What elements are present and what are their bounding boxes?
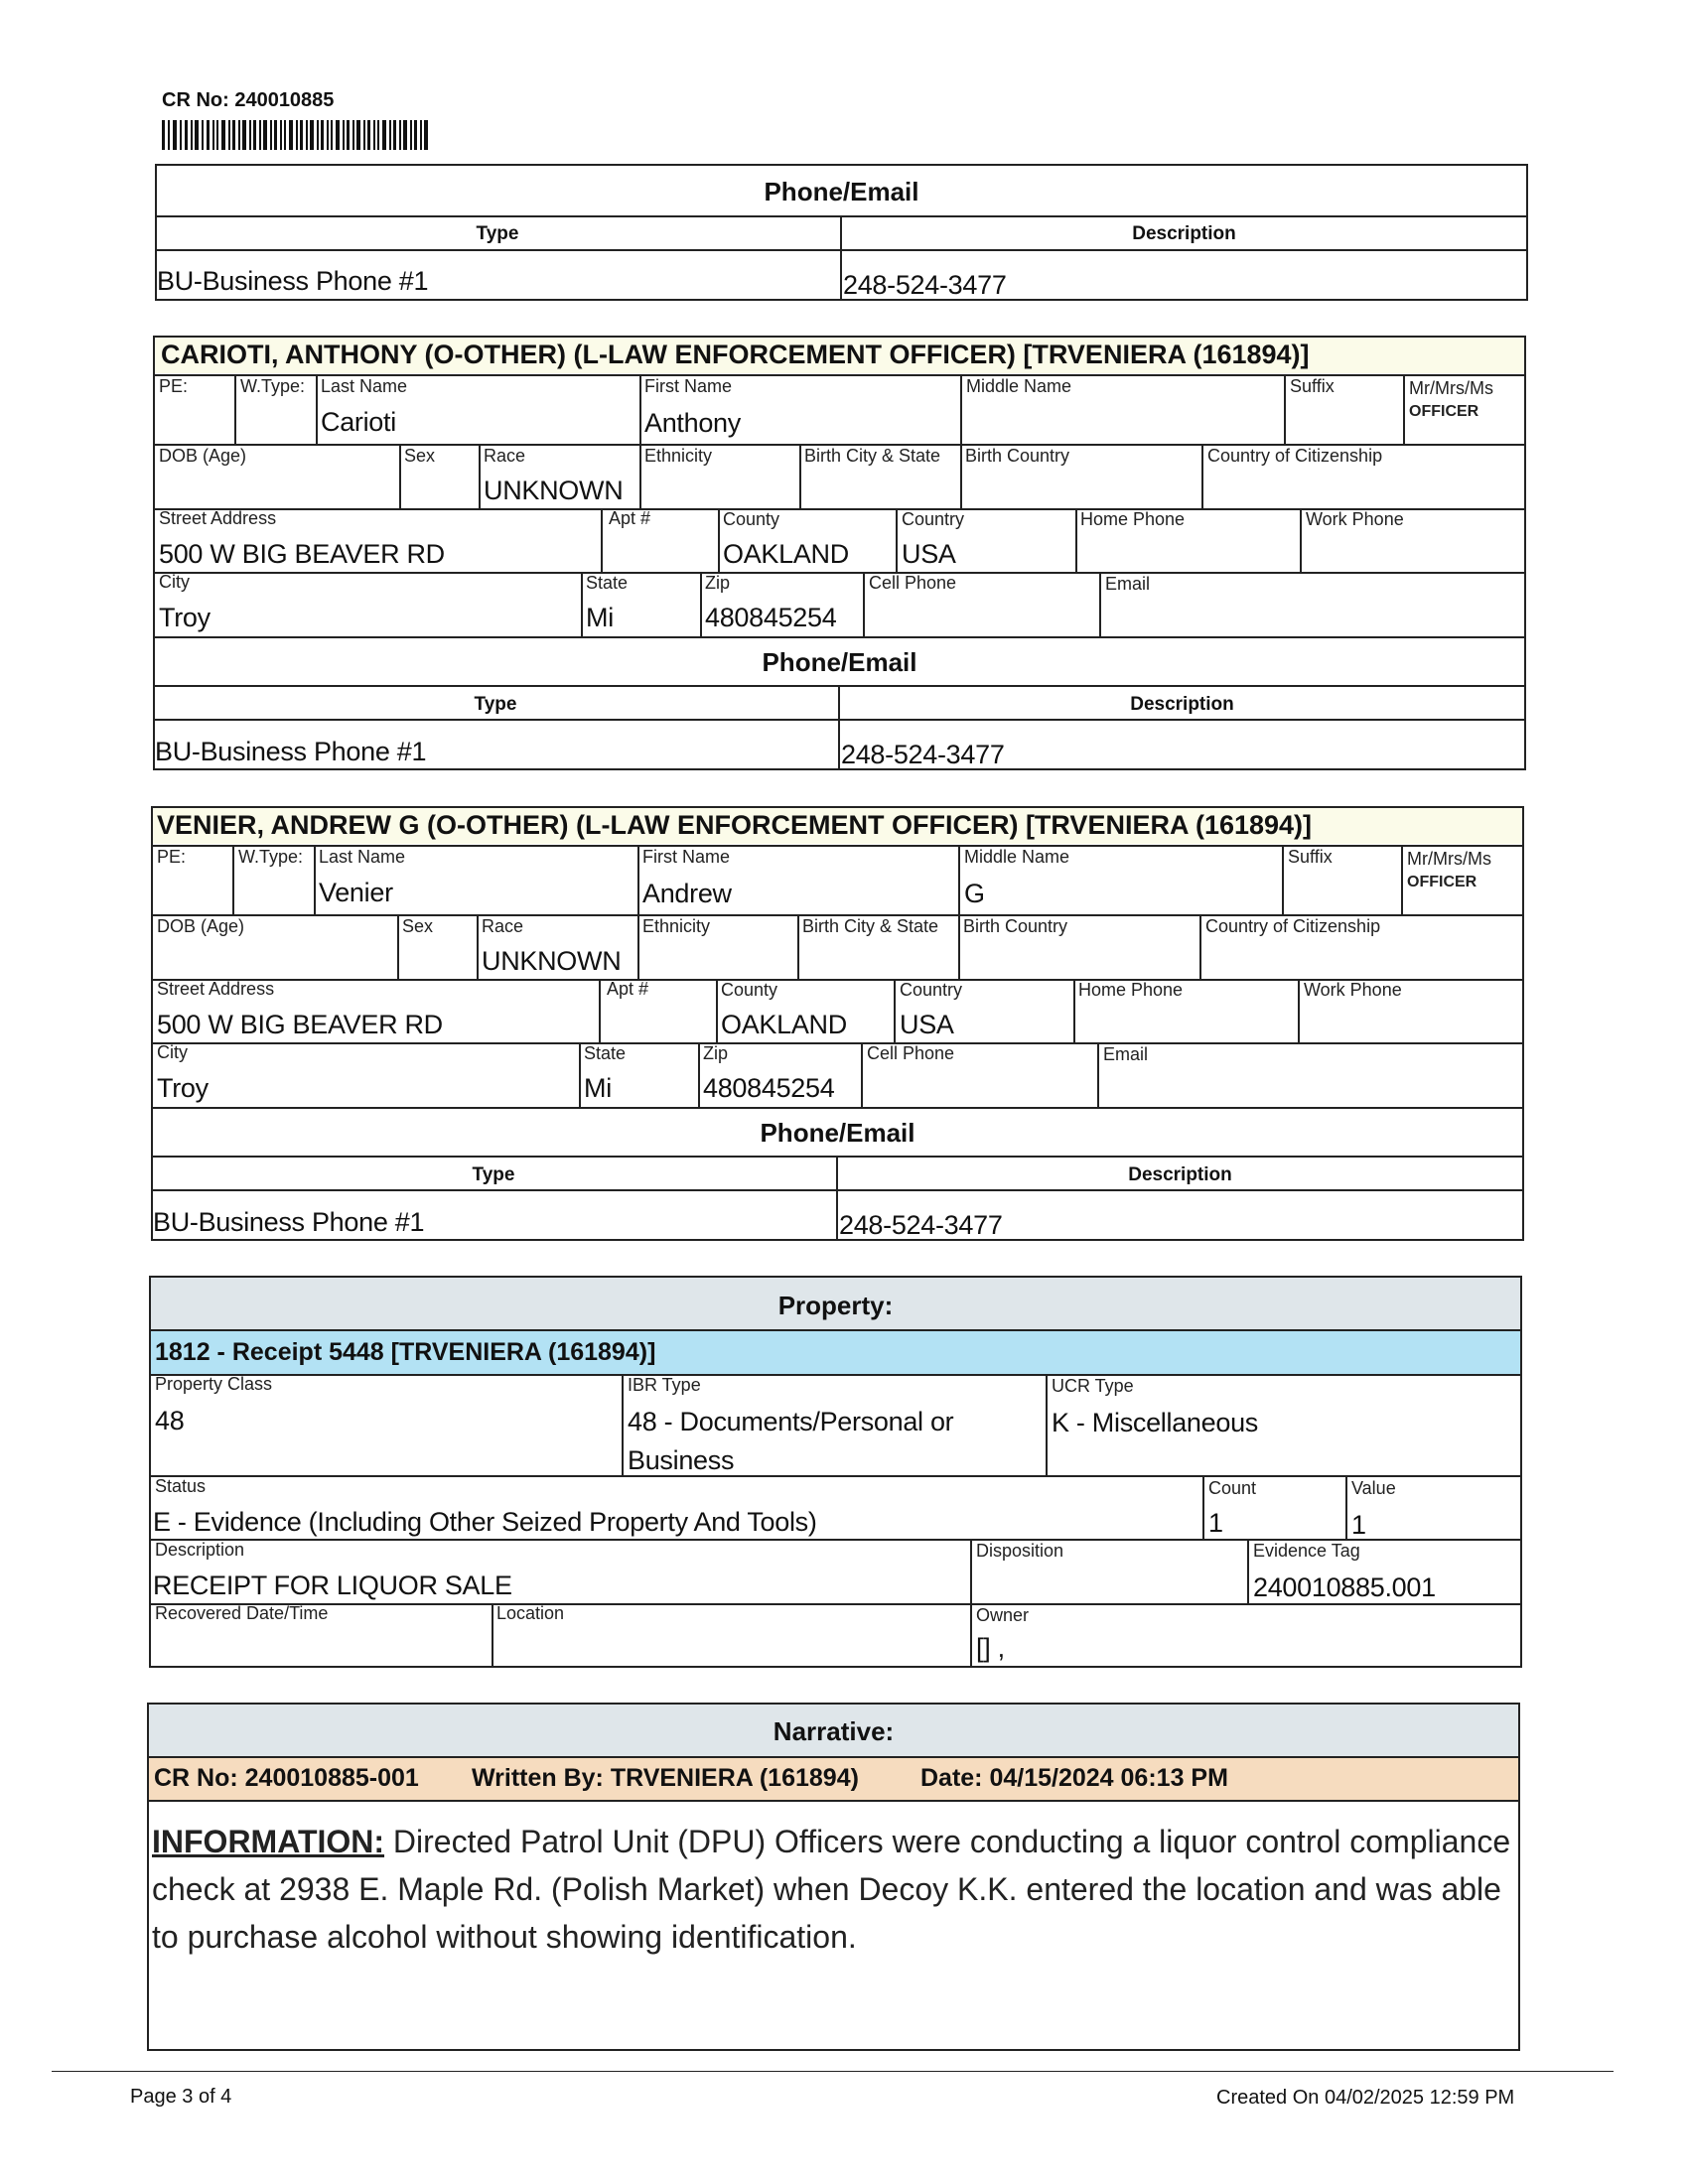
status-value: E - Evidence (Including Other Seized Property And Tools) <box>153 1507 817 1537</box>
middle-name-value: G <box>964 879 985 908</box>
disposition-label: Disposition <box>976 1541 1064 1561</box>
first-name-value: Anthony <box>644 408 741 438</box>
evidence-tag-value: 240010885.001 <box>1253 1572 1436 1602</box>
property-item-heading: 1812 - Receipt 5448 [TRVENIERA (161894)] <box>155 1338 656 1366</box>
last-name-label: Last Name <box>321 376 408 396</box>
street-label: Street Address <box>157 979 275 999</box>
zip-value: 480845254 <box>705 603 837 632</box>
recovered-date-label: Recovered Date/Time <box>155 1603 329 1623</box>
country-value: USA <box>902 539 956 569</box>
narrative-title: Narrative: <box>773 1716 895 1746</box>
ethnicity-label: Ethnicity <box>644 446 713 466</box>
suffix-label: Suffix <box>1288 847 1333 867</box>
first-name-value: Andrew <box>642 879 732 908</box>
email-label: Email <box>1103 1044 1149 1064</box>
narrative-date: Date: 04/15/2024 06:13 PM <box>920 1764 1228 1792</box>
apt-label: Apt # <box>609 508 651 528</box>
city-label: City <box>157 1042 188 1062</box>
phone-description: 248-524-3477 <box>839 1210 1003 1240</box>
country-value: USA <box>900 1010 954 1039</box>
narrative-body <box>152 1818 1512 1961</box>
dob-label: DOB (Age) <box>157 916 245 936</box>
sex-label: Sex <box>402 916 434 936</box>
property-title: Property: <box>777 1291 894 1320</box>
barcode <box>162 120 428 150</box>
pe-label: PE: <box>157 847 187 867</box>
cell-phone-label: Cell Phone <box>867 1043 955 1063</box>
cell-phone-label: Cell Phone <box>869 573 957 593</box>
street-label: Street Address <box>159 508 277 528</box>
city-label: City <box>159 572 190 592</box>
state-value: Mi <box>584 1073 612 1103</box>
county-value: OAKLAND <box>723 539 849 569</box>
state-label: State <box>586 573 629 593</box>
property-class-label: Property Class <box>155 1374 273 1394</box>
last-name-label: Last Name <box>319 847 406 867</box>
title-label: Mr/Mrs/Ms <box>1407 849 1491 869</box>
work-phone-label: Work Phone <box>1306 509 1404 529</box>
ibr-type-label: IBR Type <box>628 1375 701 1395</box>
wtype-label: W.Type: <box>238 847 304 867</box>
first-name-label: First Name <box>642 847 731 867</box>
phone-email-title: Phone/Email <box>762 647 917 677</box>
state-label: State <box>584 1043 627 1063</box>
property-class-value: 48 <box>155 1406 185 1435</box>
narrative-text: Directed Patrol Unit (DPU) Officers were conducting a liquor control compliance check at 2938 E. Maple Rd. (Polish Market) when Decoy K.K. entered the location and was able to purchase alcohol without showing identification. <box>152 1824 1511 1955</box>
ibr-type-value: 48 - Documents/Personal or <box>628 1407 954 1436</box>
city-value: Troy <box>159 603 211 632</box>
narrative-lead: INFORMATION: <box>152 1824 385 1859</box>
description-column-header: Description <box>1128 1164 1232 1185</box>
birth-country-label: Birth Country <box>963 916 1068 936</box>
county-value: OAKLAND <box>721 1010 847 1039</box>
pe-label: PE: <box>159 376 189 396</box>
middle-name-label: Middle Name <box>964 847 1070 867</box>
created-timestamp: Created On 04/02/2025 12:59 PM <box>1216 2087 1515 2109</box>
person-heading: VENIER, ANDREW G (O-OTHER) (L-LAW ENFORCEMENT OFFICER) [TRVENIERA (161894)] <box>157 810 1313 840</box>
title-value: OFFICER <box>1409 403 1479 420</box>
person-heading: CARIOTI, ANTHONY (O-OTHER) (L-LAW ENFORCEMENT OFFICER) [TRVENIERA (161894)] <box>161 340 1310 369</box>
type-column-header: Type <box>472 1164 515 1185</box>
phone-type: BU-Business Phone #1 <box>153 1207 425 1237</box>
count-label: Count <box>1208 1478 1257 1498</box>
title-label: Mr/Mrs/Ms <box>1409 378 1493 398</box>
narrative-author: Written By: TRVENIERA (161894) <box>472 1764 859 1792</box>
ucr-type-label: UCR Type <box>1052 1376 1134 1396</box>
street-value: 500 W BIG BEAVER RD <box>157 1010 443 1039</box>
city-value: Troy <box>157 1073 209 1103</box>
zip-value: 480845254 <box>703 1073 835 1103</box>
country-label: Country <box>900 980 963 1000</box>
citizenship-label: Country of Citizenship <box>1205 916 1381 936</box>
title-value: OFFICER <box>1407 874 1477 890</box>
phone-type: BU-Business Phone #1 <box>157 266 429 296</box>
race-label: Race <box>484 446 526 466</box>
last-name-value: Venier <box>319 878 393 907</box>
home-phone-label: Home Phone <box>1078 980 1184 1000</box>
street-value: 500 W BIG BEAVER RD <box>159 539 445 569</box>
race-label: Race <box>482 916 524 936</box>
owner-value: [] , <box>976 1633 1005 1663</box>
state-value: Mi <box>586 603 614 632</box>
county-label: County <box>723 509 780 529</box>
sex-label: Sex <box>404 446 436 466</box>
wtype-label: W.Type: <box>240 376 306 396</box>
first-name-label: First Name <box>644 376 733 396</box>
last-name-value: Carioti <box>321 407 396 437</box>
status-label: Status <box>155 1476 207 1496</box>
apt-label: Apt # <box>607 979 649 999</box>
phone-email-title: Phone/Email <box>760 1118 915 1148</box>
race-value: UNKNOWN <box>482 946 622 976</box>
evidence-tag-label: Evidence Tag <box>1253 1541 1360 1561</box>
type-column-header: Type <box>476 223 519 244</box>
owner-label: Owner <box>976 1605 1030 1625</box>
location-label: Location <box>496 1603 565 1623</box>
birth-city-label: Birth City & State <box>802 916 939 936</box>
zip-label: Zip <box>703 1043 729 1063</box>
ethnicity-label: Ethnicity <box>642 916 711 936</box>
county-label: County <box>721 980 778 1000</box>
phone-type: BU-Business Phone #1 <box>155 737 427 766</box>
phone-email-title: Phone/Email <box>764 177 919 206</box>
suffix-label: Suffix <box>1290 376 1335 396</box>
dob-label: DOB (Age) <box>159 446 247 466</box>
work-phone-label: Work Phone <box>1304 980 1402 1000</box>
race-value: UNKNOWN <box>484 476 624 505</box>
cr-number: CR No: 240010885 <box>162 89 335 111</box>
country-label: Country <box>902 509 965 529</box>
description-label: Description <box>155 1540 245 1560</box>
value-label: Value <box>1351 1478 1396 1498</box>
description-column-header: Description <box>1130 694 1234 715</box>
description-column-header: Description <box>1132 223 1236 244</box>
count-value: 1 <box>1208 1508 1223 1538</box>
value-value: 1 <box>1351 1510 1366 1540</box>
narrative-cr-number: CR No: 240010885-001 <box>154 1764 419 1792</box>
type-column-header: Type <box>474 694 517 715</box>
home-phone-label: Home Phone <box>1080 509 1186 529</box>
ucr-type-value: K - Miscellaneous <box>1052 1408 1258 1437</box>
citizenship-label: Country of Citizenship <box>1207 446 1383 466</box>
birth-city-label: Birth City & State <box>804 446 941 466</box>
phone-description: 248-524-3477 <box>841 740 1005 769</box>
middle-name-label: Middle Name <box>966 376 1072 396</box>
birth-country-label: Birth Country <box>965 446 1070 466</box>
zip-label: Zip <box>705 573 731 593</box>
ibr-type-value-cont: Business <box>628 1445 735 1475</box>
description-value: RECEIPT FOR LIQUOR SALE <box>153 1570 512 1600</box>
email-label: Email <box>1105 574 1151 594</box>
page-number: Page 3 of 4 <box>130 2086 232 2108</box>
phone-description: 248-524-3477 <box>843 270 1007 300</box>
